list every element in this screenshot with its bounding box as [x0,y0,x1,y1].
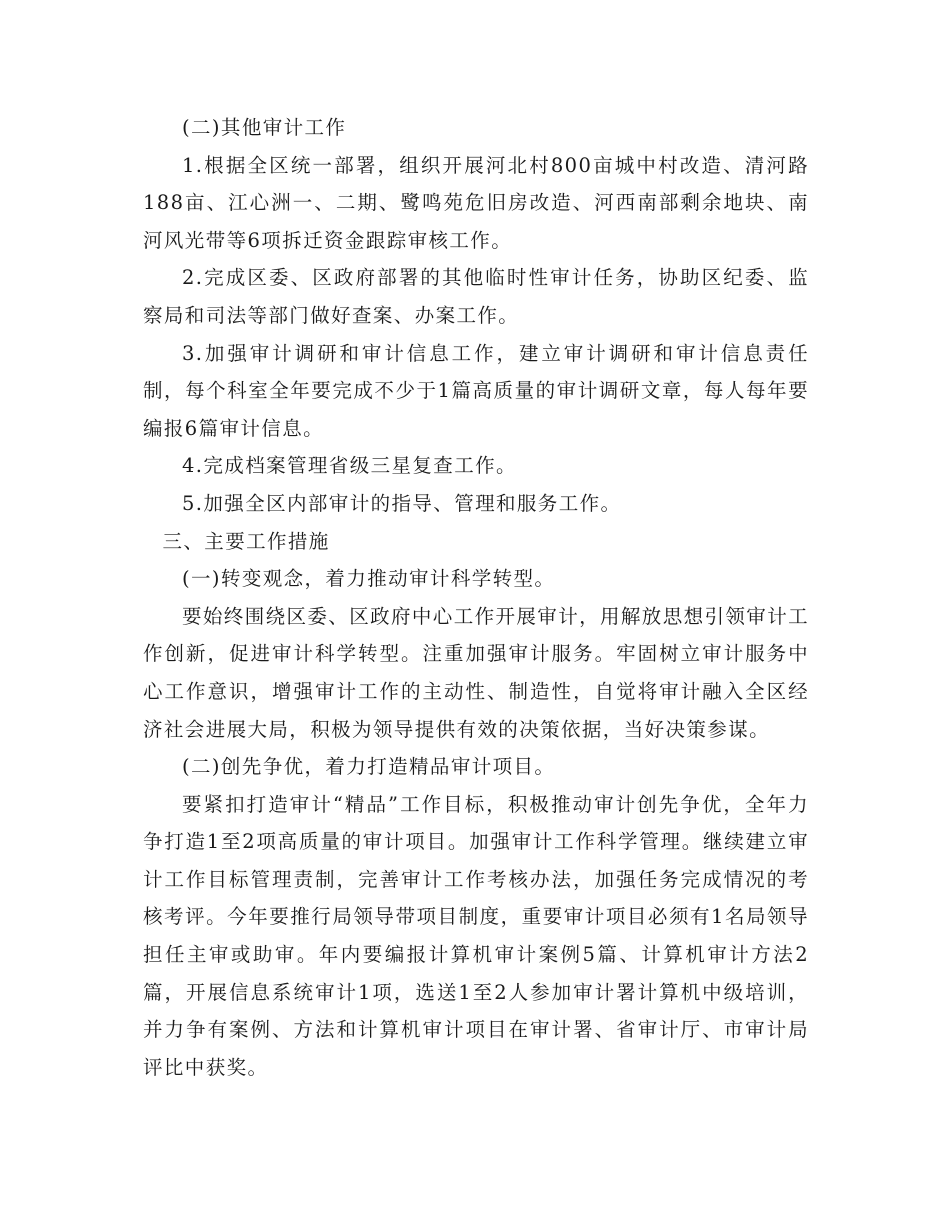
section-subheading-change-concepts: (一)转变观念，着力推动审计科学转型。 [182,567,556,591]
paragraph-item-5: 5.加强全区内部审计的指导、管理和服务工作。 [182,491,622,515]
paragraph-item-1: 1.根据全区统一部署，组织开展河北村800亩城中村改造、清河路188亩、江心洲一、二期、鹭鸣苑危旧房改造、河西南部剩余地块、南河风光带等6项拆迁资金跟踪审核工作。 [143,153,809,252]
paragraph-strive-excellence: 要紧扣打造审计“精品”工作目标，积极推动审计创先争优，全年力争打造1至2项高质量的审计项目。加强审计工作科学管理。继续建立审计工作目标管理责制，完善审计工作考核办法，加强任务完成情况的考核考评。今年要推行局领导带项目制度，重要审计项目必须有1名局领导担任主审或助审。年内要编报计算机审计案例5篇、计算机审计方法2篇，开展信息系统审计1项，选送1至2人参加审计署计算机中级培训，并力争有案例、方法和计算机审计项目在审计署、省审计厅、市审计局评比中获奖。 [143,792,809,1079]
document-body [143,109,809,1086]
section-subheading-other-audit: (二)其他审计工作 [182,116,347,139]
paragraph-item-3: 3.加强审计调研和审计信息工作，建立审计调研和审计信息责任制，每个科室全年要完成不少于1篇高质量的审计调研文章，每人每年要编报6篇审计信息。 [143,341,809,440]
section-subheading-strive-excellence: (二)创先争优，着力打造精品审计项目。 [182,755,556,779]
section-heading-main-measures: 三、主要工作措施 [162,529,330,553]
paragraph-item-2: 2.完成区委、区政府部署的其他临时性审计任务，协助区纪委、监察局和司法等部门做好查案、办案工作。 [143,266,809,327]
paragraph-change-concepts: 要始终围绕区委、区政府中心工作开展审计，用解放思想引领审计工作创新，促进审计科学转型。注重加强审计服务。牢固树立审计服务中心工作意识，增强审计工作的主动性、制造性，自觉将审计融入全区经济社会进展大局，积极为领导提供有效的决策依据，当好决策参谋。 [143,604,810,741]
paragraph-item-4: 4.完成档案管理省级三星复查工作。 [182,454,517,478]
